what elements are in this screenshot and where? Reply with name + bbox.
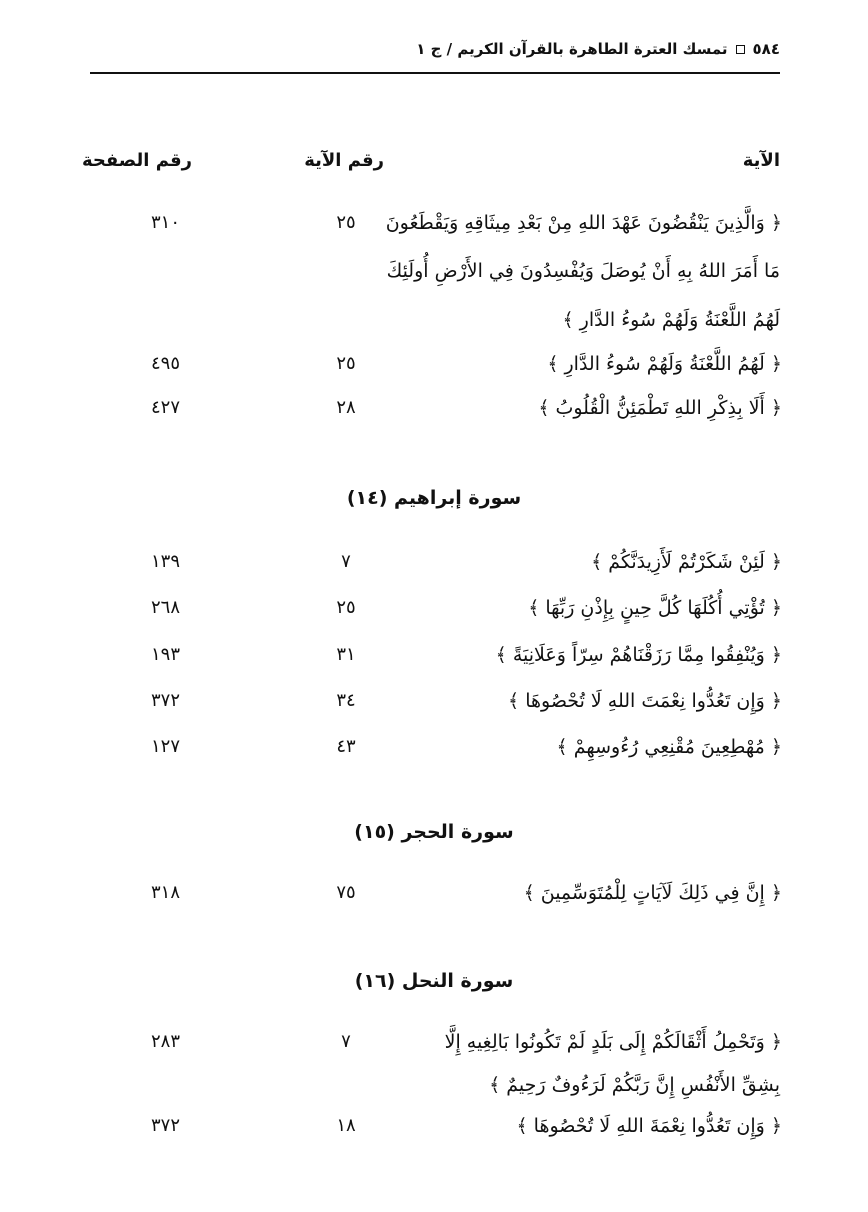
header-rule (90, 72, 780, 74)
page-number-cell: ٣٧٢ (150, 690, 180, 711)
verse-continuation: مَا أَمَرَ اللهُ بِهِ أَنْ يُوصَلَ وَيُفْسِدُونَ فِي الأَرْضِ أُولَئِكَ (386, 260, 780, 282)
page-number-cell: ٢٦٨ (150, 597, 180, 618)
verse-text: ﴿ وَإِن تَعُدُّوا نِعْمَةَ اللهِ لَا تُحْصُوهَا ﴾ (516, 1115, 782, 1137)
ayah-number: ١٨ (336, 1115, 356, 1136)
verse-text: ﴿ تُؤْتِي أُكُلَهَا كُلَّ حِينٍ بِإِذْنِ رَبِّهَا ﴾ (528, 597, 782, 619)
ayah-number: ٧٥ (336, 882, 356, 903)
column-heading-page: رقم الصفحة (81, 150, 192, 171)
surah-heading-nahl: سورة النحل (١٦) (354, 970, 514, 992)
ayah-number: ٧ (341, 551, 351, 572)
verse-text: ﴿ مُهْطِعِينَ مُقْنِعِي رُءُوسِهِمْ ﴾ (556, 736, 782, 758)
page-number-cell: ١٣٩ (150, 551, 180, 572)
running-header (90, 34, 780, 64)
page-number-cell: ٤٢٧ (150, 397, 180, 418)
page-number-cell: ٣١٨ (150, 882, 180, 903)
page-number-cell: ٢٨٣ (150, 1031, 180, 1052)
page-number-cell: ١٩٣ (150, 644, 180, 665)
page-number-cell: ١٢٧ (150, 736, 180, 757)
surah-heading-hijr: سورة الحجر (١٥) (354, 821, 514, 843)
ayah-number: ٢٥ (336, 212, 356, 233)
page-number-cell: ٣١٠ (150, 212, 180, 233)
verse-continuation: بِشِقِّ الأَنْفُسِ إِنَّ رَبَّكُمْ لَرَءُوفٌ رَحِيمٌ ﴾ (489, 1074, 780, 1096)
ayah-number: ٢٨ (336, 397, 356, 418)
verse-text: ﴿ وَالَّذِينَ يَنْقُضُونَ عَهْدَ اللهِ مِنْ بَعْدِ مِيثَاقِهِ وَيَقْطَعُونَ (385, 212, 782, 234)
verse-text: ﴿ إِنَّ فِي ذَلِكَ لَآيَاتٍ لِلْمُتَوَسِّمِينَ ﴾ (523, 882, 782, 904)
ayah-number: ٤٣ (336, 736, 356, 757)
verse-text: ﴿ لَهُمُ اللَّعْنَةُ وَلَهُمْ سُوءُ الدَّارِ ﴾ (547, 353, 782, 375)
verse-text: ﴿ وَتَحْمِلُ أَثْقَالَكُمْ إِلَى بَلَدٍ لَمْ تَكُونُوا بَالِغِيهِ إِلَّا (444, 1031, 782, 1053)
ayah-number: ٧ (341, 1031, 351, 1052)
verse-text: ﴿ وَإِن تَعُدُّوا نِعْمَتَ اللهِ لَا تُحْصُوهَا ﴾ (508, 690, 782, 712)
verse-continuation: لَهُمُ اللَّعْنَةُ وَلَهُمْ سُوءُ الدَّارِ ﴾ (562, 309, 780, 331)
book-title: تمسك العترة الطاهرة بالقرآن الكريم / ج ١ (416, 40, 728, 58)
verse-text: ﴿ وَيُنْفِقُوا مِمَّا رَزَقْنَاهُمْ سِرّاً وَعَلَانِيَةً ﴾ (495, 644, 782, 666)
square-ornament-icon (736, 45, 745, 54)
page-number: ٥٨٤ (752, 40, 780, 58)
ayah-number: ٢٥ (336, 353, 356, 374)
column-heading-ayah: رقم الآية (304, 150, 384, 171)
page-number-cell: ٤٩٥ (150, 353, 180, 374)
page-number-cell: ٣٧٢ (150, 1115, 180, 1136)
verse-text: ﴿ أَلَا بِذِكْرِ اللهِ تَطْمَئِنُّ الْقُلُوبُ ﴾ (538, 397, 782, 419)
verse-text: ﴿ لَئِنْ شَكَرْتُمْ لَأَزِيدَنَّكُمْ ﴾ (591, 551, 782, 573)
surah-heading-ibrahim: سورة إبراهيم (١٤) (346, 487, 522, 509)
ayah-number: ٣١ (336, 644, 356, 665)
column-heading-verse: الآية (742, 150, 780, 171)
ayah-number: ٢٥ (336, 597, 356, 618)
ayah-number: ٣٤ (336, 690, 356, 711)
